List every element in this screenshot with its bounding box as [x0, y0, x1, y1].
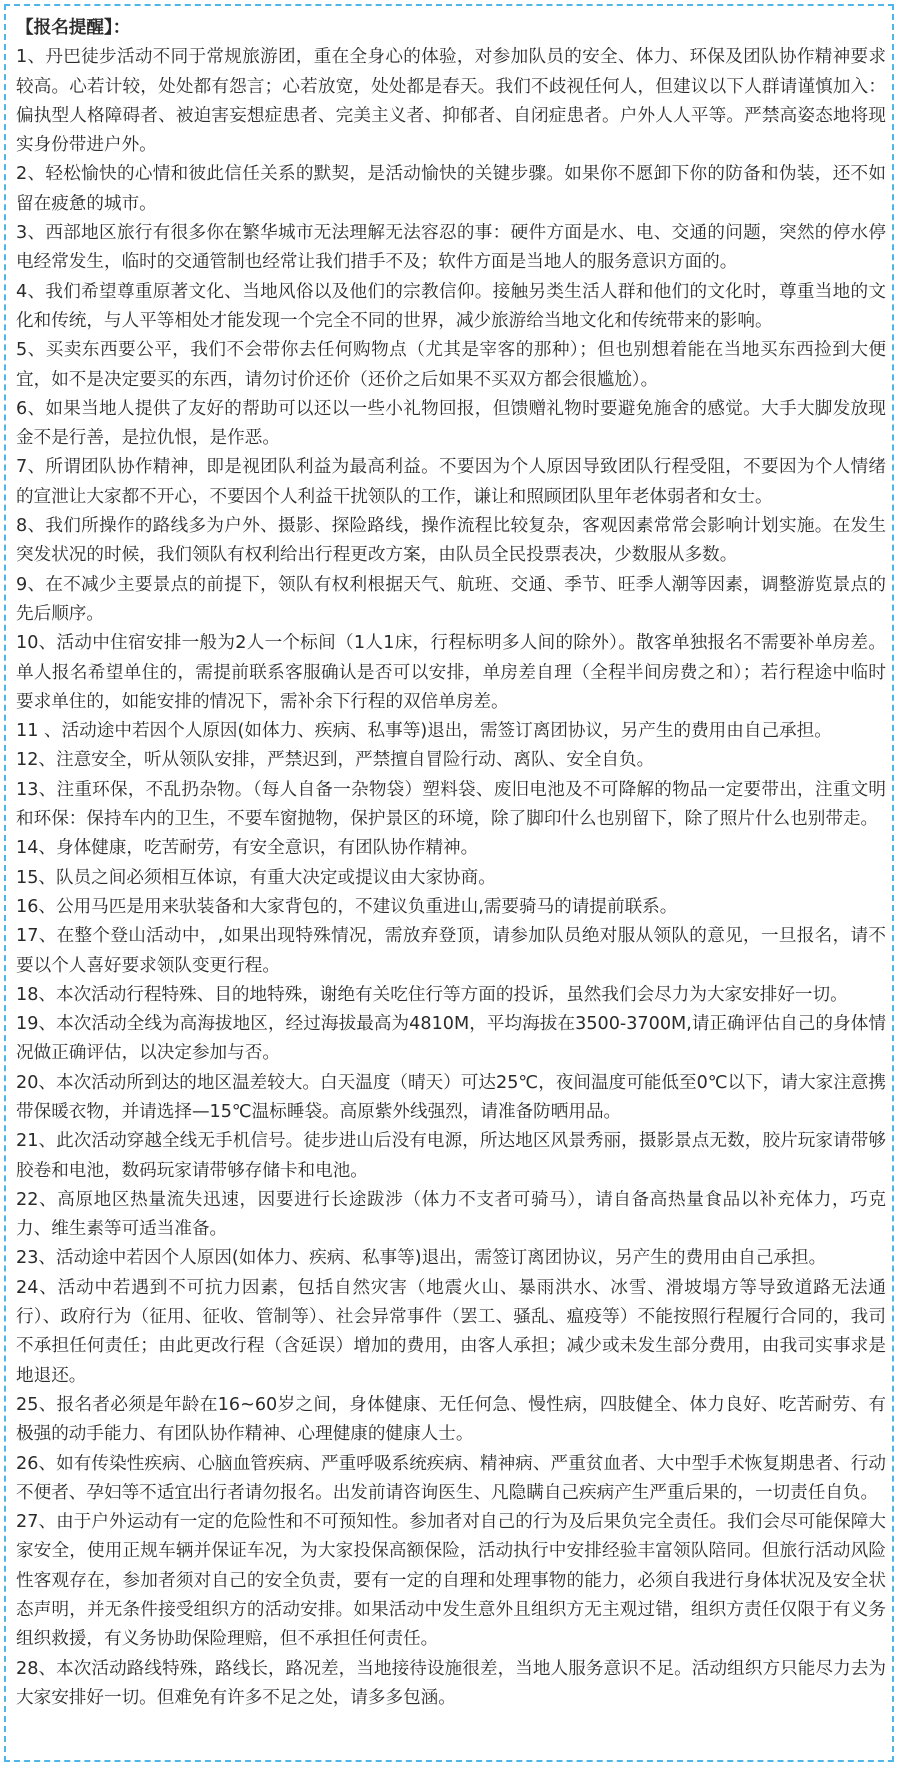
- notice-item-6: 6、如果当地人提供了友好的帮助可以还以一些小礼物回报，但馈赠礼物时要避免施舍的感觉。大手大脚发放现金不是行善，是拉仇恨，是作恶。: [16, 398, 886, 449]
- notice-item-10: 10、活动中住宿安排一般为2人一个标间（1人1床，行程标明多人间的除外）。散客单独报名不需要补单房差。单人报名希望单住的，需提前联系客服确认是否可以安排，单房差自理（全程半间房费之和）；若行程途中临时要求单住的，如能安排的情况下，需补余下行程的双倍单房差。: [16, 633, 886, 712]
- notice-item-22: 22、高原地区热量流失迅速，因要进行长途跋涉（体力不支者可骑马），请自备高热量食品以补充体力，巧克力、维生素等可适当准备。: [16, 1189, 886, 1240]
- notice-item-2: 2、轻松愉快的心情和彼此信任关系的默契，是活动愉快的关键步骤。如果你不愿卸下你的防备和伪装，还不如留在疲惫的城市。: [16, 164, 886, 214]
- notice-content: [16, 14, 886, 1713]
- notice-item-19: 19、本次活动全线为高海拔地区，经过海拔最高为4810M，平均海拔在3500-3700M,请正确评估自己的身体情况做正确评估，以决定参加与否。: [16, 1014, 886, 1064]
- notice-item-17: 17、在整个登山活动中，,如果出现特殊情况，需放弃登顶，请参加队员绝对服从领队的意见，一旦报名，请不要以个人喜好要求领队变更行程。: [16, 926, 886, 976]
- notice-item-20: 20、本次活动所到达的地区温差较大。白天温度（晴天）可达25℃，夜间温度可能低至0℃以下，请大家注意携带保暖衣物，并请选择—15℃温标睡袋。高原紫外线强烈，请准备防晒用品。: [16, 1072, 886, 1122]
- notice-frame: [4, 4, 894, 1762]
- notice-item-3: 3、西部地区旅行有很多你在繁华城市无法理解无法容忍的事：硬件方面是水、电、交通的问题，突然的停水停电经常发生，临时的交通管制也经常让我们措手不及；软件方面是当地人的服务意识方面的。: [16, 223, 886, 273]
- notice-item-26: 26、如有传染性疾病、心脑血管疾病、严重呼吸系统疾病、精神病、严重贫血者、大中型手术恢复期患者、行动不便者、孕妇等不适宜出行者请勿报名。出发前请咨询医生、凡隐瞒自己疾病产生严重后果的，一切责任自负。: [16, 1453, 886, 1503]
- notice-item-13: 13、注重环保，不乱扔杂物。（每人自备一杂物袋）塑料袋、废旧电池及不可降解的物品一定要带出，注重文明和环保：保持车内的卫生，不要车窗抛物，保护景区的环境，除了脚印什么也别留下，除了照片什么也别带走。: [16, 779, 886, 830]
- notice-item-12: 12、注意安全，听从领队安排，严禁迟到，严禁擅自冒险行动、离队、安全自负。: [16, 750, 655, 771]
- notice-item-23: 23、活动途中若因个人原因(如体力、疾病、私事等)退出，需签订离团协议，另产生的费用由自己承担。: [16, 1248, 827, 1269]
- notice-item-21: 21、此次活动穿越全线无手机信号。徒步进山后没有电源，所达地区风景秀丽，摄影景点无数，胶片玩家请带够胶卷和电池，数码玩家请带够存储卡和电池。: [16, 1131, 886, 1181]
- notice-heading: 【报名提醒】：: [16, 18, 131, 38]
- notice-item-24: 24、活动中若遇到不可抗力因素，包括自然灾害（地震火山、暴雨洪水、冰雪、滑坡塌方等导致道路无法通行）、政府行为（征用、征收、管制等）、社会异常事件（罢工、骚乱、瘟疫等）不能按照行程履行合同的，我司不承担任何责任；由此更改行程（含延误）增加的费用，由客人承担；减少或未发生部分费用，由我司实事求是地退还。: [16, 1277, 886, 1386]
- notice-item-16: 16、公用马匹是用来驮装备和大家背包的，不建议负重进山,需要骑马的请提前联系。: [16, 896, 678, 917]
- notice-item-4: 4、我们希望尊重原著文化、当地风俗以及他们的宗教信仰。接触另类生活人群和他们的文化时，尊重当地的文化和传统，与人平等相处才能发现一个完全不同的世界，减少旅游给当地文化和传统带来的影响。: [16, 281, 886, 331]
- notice-item-1: 1、丹巴徒步活动不同于常规旅游团，重在全身心的体验，对参加队员的安全、体力、环保及团队协作精神要求较高。心若计较，处处都有怨言；心若放宽，处处都是春天。我们不歧视任何人，但建议以下人群请谨慎加入：偏执型人格障碍者、被迫害妄想症患者、完美主义者、抑郁者、自闭症患者。户外人人平等。严禁高姿态地将现实身份带进户外。: [16, 47, 886, 156]
- notice-item-15: 15、队员之间必须相互体谅，有重大决定或提议由大家协商。: [16, 867, 496, 888]
- notice-item-11: 11 、活动途中若因个人原因(如体力、疾病、私事等)退出，需签订离团协议，另产生的费用由自己承担。: [16, 721, 832, 742]
- notice-item-8: 8、我们所操作的路线多为户外、摄影、探险路线，操作流程比较复杂，客观因素常常会影响计划实施。在发生突发状况的时候，我们领队有权利给出行程更改方案，由队员全民投票表决，少数服从多数。: [16, 516, 886, 566]
- notice-item-5: 5、买卖东西要公平，我们不会带你去任何购物点（尤其是宰客的那种）；但也别想着能在当地买东西捡到大便宜，如不是决定要买的东西，请勿讨价还价（还价之后如果不买双方都会很尴尬）。: [16, 340, 886, 390]
- notice-item-18: 18、本次活动行程特殊、目的地特殊，谢绝有关吃住行等方面的投诉，虽然我们会尽力为大家安排好一切。: [16, 984, 848, 1005]
- notice-item-25: 25、报名者必须是年龄在16~60岁之间，身体健康、无任何急、慢性病，四肢健全、体力良好、吃苦耐劳、有极强的动手能力、有团队协作精神、心理健康的健康人士。: [16, 1394, 886, 1445]
- notice-item-27: 27、由于户外运动有一定的危险性和不可预知性。参加者对自己的行为及后果负完全责任。我们会尽可能保障大家安全，使用正规车辆并保证车况，为大家投保高额保险，活动执行中安排经验丰富领队陪同。但旅行活动风险性客观存在，参加者须对自己的安全负责，要有一定的自理和处理事物的能力，必须自我进行身体状况及安全状态声明，并无条件接受组织方的活动安排。如果活动中发生意外且组织方无主观过错，组织方责任仅限于有义务组织救援，有义务协助保险理赔，但不承担任何责任。: [16, 1512, 886, 1650]
- notice-item-7: 7、所谓团队协作精神，即是视团队利益为最高利益。不要因为个人原因导致团队行程受阻，不要因为个人情绪的宣泄让大家都不开心，不要因个人利益干扰领队的工作，谦让和照顾团队里年老体弱者和女士。: [16, 457, 886, 507]
- notice-item-14: 14、身体健康，吃苦耐劳，有安全意识，有团队协作精神。: [16, 838, 479, 859]
- notice-item-9: 9、在不减少主要景点的前提下，领队有权利根据天气、航班、交通、季节、旺季人潮等因素，调整游览景点的先后顺序。: [16, 574, 886, 624]
- notice-item-28: 28、本次活动路线特殊，路线长，路况差，当地接待设施很差，当地人服务意识不足。活动组织方只能尽力去为大家安排好一切。但难免有许多不足之处，请多多包涵。: [16, 1658, 886, 1708]
